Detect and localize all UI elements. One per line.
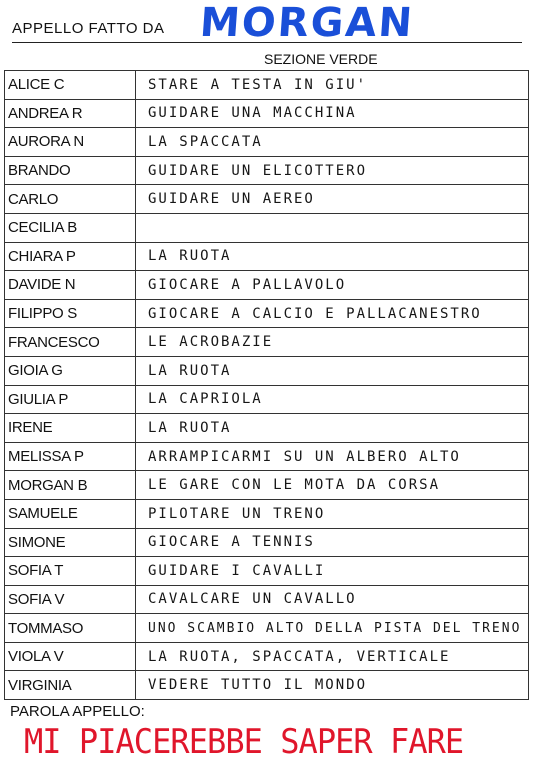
student-name: CARLO <box>5 185 136 214</box>
student-activity: ARRAMPICARMI SU UN ALBERO ALTO <box>136 442 529 471</box>
roll-row <box>5 642 529 671</box>
roll-call-body <box>5 71 529 700</box>
roll-row <box>5 185 529 214</box>
student-name: GIOIA G <box>5 356 136 385</box>
roll-row <box>5 614 529 643</box>
student-activity <box>136 213 529 242</box>
student-name: BRANDO <box>5 156 136 185</box>
roll-row <box>5 271 529 300</box>
student-activity: PILOTARE UN TRENO <box>136 499 529 528</box>
student-activity: LA CAPRIOLA <box>136 385 529 414</box>
roll-row <box>5 356 529 385</box>
roll-row <box>5 156 529 185</box>
student-activity: CAVALCARE UN CAVALLO <box>136 585 529 614</box>
student-name: CECILIA B <box>5 213 136 242</box>
student-activity: LA RUOTA <box>136 242 529 271</box>
student-name: SAMUELE <box>5 499 136 528</box>
caller-name: MORGAN <box>198 0 416 46</box>
student-name: MORGAN B <box>5 471 136 500</box>
student-name: SOFIA V <box>5 585 136 614</box>
student-activity: LA SPACCATA <box>136 128 529 157</box>
student-name: SOFIA T <box>5 557 136 586</box>
roll-row <box>5 328 529 357</box>
roll-row <box>5 499 529 528</box>
roll-row <box>5 213 529 242</box>
student-name: ANDREA R <box>5 99 136 128</box>
roll-row <box>5 671 529 700</box>
student-name: VIOLA V <box>5 642 136 671</box>
student-activity: GUIDARE UN ELICOTTERO <box>136 156 529 185</box>
student-name: GIULIA P <box>5 385 136 414</box>
student-activity: STARE A TESTA IN GIU' <box>136 71 529 100</box>
roll-row <box>5 557 529 586</box>
roll-row <box>5 128 529 157</box>
student-activity: LA RUOTA <box>136 414 529 443</box>
roll-row <box>5 242 529 271</box>
student-activity: LA RUOTA <box>136 356 529 385</box>
student-activity: GIOCARE A CALCIO E PALLACANESTRO <box>136 299 529 328</box>
student-name: SIMONE <box>5 528 136 557</box>
sheet-header <box>0 0 538 72</box>
student-activity: GUIDARE UNA MACCHINA <box>136 99 529 128</box>
student-activity: LA RUOTA, SPACCATA, VERTICALE <box>136 642 529 671</box>
footer-phrase: MI PIACEREBBE SAPER FARE <box>24 722 464 762</box>
roll-row <box>5 299 529 328</box>
section-label: SEZIONE VERDE <box>264 51 378 67</box>
student-name: FRANCESCO <box>5 328 136 357</box>
student-activity: VEDERE TUTTO IL MONDO <box>136 671 529 700</box>
student-name: DAVIDE N <box>5 271 136 300</box>
student-activity: GUIDARE I CAVALLI <box>136 557 529 586</box>
student-name: ALICE C <box>5 71 136 100</box>
student-name: TOMMASO <box>5 614 136 643</box>
student-activity: GUIDARE UN AEREO <box>136 185 529 214</box>
student-activity: GIOCARE A TENNIS <box>136 528 529 557</box>
appello-label: APPELLO FATTO DA <box>12 20 165 37</box>
student-name: CHIARA P <box>5 242 136 271</box>
footer-label: PAROLA APPELLO: <box>10 703 145 720</box>
student-activity: LE ACROBAZIE <box>136 328 529 357</box>
student-activity: GIOCARE A PALLAVOLO <box>136 271 529 300</box>
roll-row <box>5 528 529 557</box>
roll-row <box>5 471 529 500</box>
student-name: VIRGINIA <box>5 671 136 700</box>
roll-row <box>5 442 529 471</box>
student-activity: LE GARE CON LE MOTA DA CORSA <box>136 471 529 500</box>
roll-row <box>5 99 529 128</box>
roll-row <box>5 414 529 443</box>
roll-call-table <box>4 70 529 700</box>
student-name: MELISSA P <box>5 442 136 471</box>
roll-row <box>5 71 529 100</box>
student-activity: UNO SCAMBIO ALTO DELLA PISTA DEL TRENO <box>136 614 529 643</box>
student-name: IRENE <box>5 414 136 443</box>
roll-row <box>5 385 529 414</box>
roll-row <box>5 585 529 614</box>
student-name: AURORA N <box>5 128 136 157</box>
student-name: FILIPPO S <box>5 299 136 328</box>
